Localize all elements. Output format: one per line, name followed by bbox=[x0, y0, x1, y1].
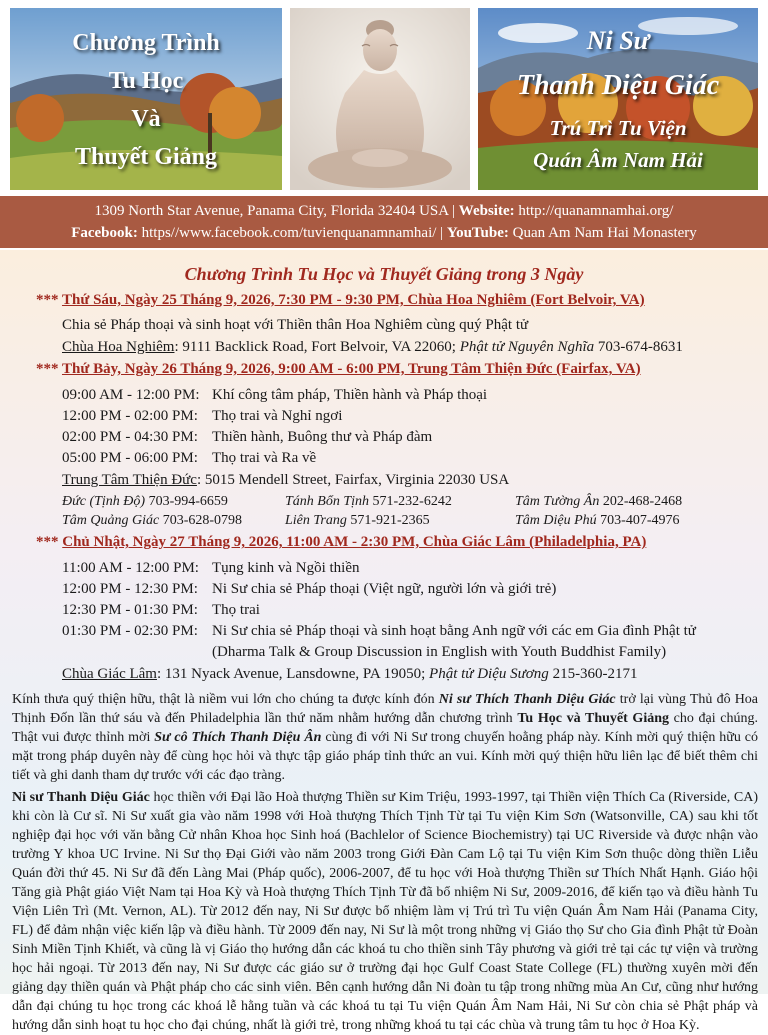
schedule-activity: Thọ trai và Ra về bbox=[212, 450, 317, 466]
teacher-title-line-1: Ni Sư bbox=[586, 26, 650, 55]
youtube-link[interactable]: Quan Am Nam Hai Monastery bbox=[508, 225, 697, 241]
event-1-address: : 9111 Backlick Road, Fort Belvoir, VA 22060; bbox=[174, 339, 460, 355]
contact-band bbox=[0, 196, 768, 248]
contact-phone: 202-468-2468 bbox=[599, 494, 683, 509]
event-2-title: Thứ Bảy, Ngày 26 Tháng 9, 2026, 9:00 AM - 6:00 PM, Trung Tâm Thiện Đức (Fairfax, VA) bbox=[61, 361, 641, 377]
event-3-schedule-row bbox=[62, 560, 359, 577]
event-3-location bbox=[62, 666, 638, 683]
event-3-address: : 131 Nyack Avenue, Lansdowne, PA 19050; bbox=[156, 666, 430, 682]
event-2-schedule-row bbox=[62, 387, 487, 404]
welcome-text: Kính thưa quý thiện hữu, thật là niềm vui lớn cho chúng ta được kính đón bbox=[12, 692, 439, 707]
program-title-line-1: Chương Trình bbox=[72, 30, 220, 56]
event-3-place-label: Chùa Giác Lâm bbox=[62, 666, 157, 682]
youtube-label: YouTube: bbox=[446, 225, 509, 241]
event-1-title: Thứ Sáu, Ngày 25 Tháng 9, 2026, 7:30 PM - 9:30 PM, Chùa Hoa Nghiêm (Fort Belvoir, VA) bbox=[61, 292, 645, 308]
event-3-schedule-row bbox=[62, 581, 556, 598]
biography-paragraph bbox=[12, 788, 758, 1035]
address-text: 1309 North Star Avenue, Panama City, Florida 32404 USA | bbox=[94, 203, 459, 219]
teacher-name-emphasis: Ni sư Thích Thanh Diệu Giác bbox=[438, 692, 616, 707]
event-3-heading bbox=[36, 534, 646, 551]
event-3-contact-phone: 215-360-2171 bbox=[548, 666, 638, 682]
schedule-time: 12:00 PM - 02:00 PM: bbox=[62, 408, 198, 424]
contact-name: Liên Trang bbox=[285, 513, 347, 528]
event-2-location bbox=[62, 472, 509, 489]
event-3-title: Chủ Nhật, Ngày 27 Tháng 9, 2026, 11:00 AM - 2:30 PM, Chùa Giác Lâm (Philadelphia, PA) bbox=[62, 534, 647, 550]
event-2-schedule-row bbox=[62, 450, 316, 467]
event-1-stars: *** bbox=[36, 292, 62, 308]
schedule-activity: Thọ trai bbox=[212, 602, 260, 618]
contact-phone: 703-628-0798 bbox=[159, 513, 243, 528]
welcome-paragraph bbox=[12, 690, 758, 785]
website-link[interactable]: http://quanamnamhai.org/ bbox=[514, 203, 674, 219]
event-2-contact bbox=[62, 513, 242, 529]
event-2-stars: *** bbox=[36, 361, 62, 377]
event-1-contact-phone: 703-674-8631 bbox=[594, 339, 683, 355]
event-2-contact bbox=[285, 513, 430, 529]
event-3-schedule-row bbox=[62, 623, 696, 640]
contact-name: Đức (Tịnh Độ) bbox=[62, 494, 146, 509]
schedule-time: 09:00 AM - 12:00 PM: bbox=[62, 387, 200, 403]
event-2-contact bbox=[285, 494, 452, 510]
contact-name: Tâm Quảng Giác bbox=[62, 513, 160, 528]
event-1-description: Chia sẻ Pháp thoại và sinh hoạt với Thiền thân Hoa Nghiêm cùng quý Phật tử bbox=[62, 317, 529, 333]
event-2-contact bbox=[515, 494, 682, 510]
event-2-address: : 5015 Mendell Street, Fairfax, Virginia 22030 USA bbox=[196, 472, 510, 488]
facebook-label: Facebook: bbox=[71, 225, 138, 241]
biography-subject: Ni sư Thanh Diệu Giác bbox=[12, 790, 150, 805]
teacher-role-line-2: Quán Âm Nam Hải bbox=[533, 148, 703, 172]
landscape-panel-left bbox=[10, 8, 282, 190]
schedule-time: 02:00 PM - 04:30 PM: bbox=[62, 429, 198, 445]
contact-phone: 571-921-2365 bbox=[346, 513, 430, 528]
contact-phone: 703-407-4976 bbox=[596, 513, 680, 528]
welcome-text: cùng đi với Ni Sư trong chuyến hoằng pháp này. Kính mời quý thiện hữu có mặt trong pháp duyên này để cùng học hỏi và thực tập giáo pháp tỉnh thức an vui. Kính mời quý thiện hữu liên lạc để biết thêm chi tiết và ghi danh tham dự trước với các đạo tràng. bbox=[12, 730, 758, 783]
contact-line-1 bbox=[0, 200, 768, 222]
main-content bbox=[0, 250, 768, 1033]
event-3-schedule-row bbox=[62, 602, 260, 619]
event-3-schedule-note: (Dharma Talk & Group Discussion in English with Youth Buddhist Family) bbox=[212, 644, 667, 660]
event-1-place-label: Chùa Hoa Nghiêm bbox=[62, 339, 175, 355]
schedule-time: 12:00 PM - 12:30 PM: bbox=[62, 581, 198, 597]
schedule-time: 01:30 PM - 02:30 PM: bbox=[62, 623, 198, 639]
event-2-heading bbox=[36, 361, 641, 378]
event-1-contact-name: Phật tử Nguyên Nghĩa bbox=[459, 339, 595, 355]
schedule-activity: Thọ trai và Nghỉ ngơi bbox=[212, 408, 343, 424]
contact-name: Tánh Bổn Tịnh bbox=[285, 494, 370, 509]
schedule-activity: Tụng kinh và Ngồi thiền bbox=[212, 560, 360, 576]
schedule-activity: Ni Sư chia sẻ Pháp thoại và sinh hoạt bằng Anh ngữ với các em Gia đình Phật tử bbox=[212, 623, 696, 639]
contact-phone: 571-232-6242 bbox=[369, 494, 452, 509]
buddha-panel bbox=[290, 8, 470, 190]
contact-line-2 bbox=[0, 222, 768, 244]
program-title-line-4: Thuyết Giảng bbox=[74, 144, 218, 170]
schedule-activity: Thiền hành, Buông thư và Pháp đàm bbox=[212, 429, 433, 445]
program-title-line-2: Tu Học bbox=[108, 68, 184, 94]
program-title-line-3: Và bbox=[131, 106, 161, 132]
welcome-text: cho đại chúng. Thật vui được thỉnh mời bbox=[12, 711, 758, 745]
buddha-statue-image bbox=[290, 8, 470, 190]
schedule-time: 12:30 PM - 01:30 PM: bbox=[62, 602, 198, 618]
welcome-text: trở lại vùng Thủ đô Hoa Thịnh Đốn lần thứ sáu và đến Philadelphia lần thứ năm nhằm hướng dẫn chương trình bbox=[12, 692, 759, 726]
schedule-activity: Khí công tâm pháp, Thiền hành và Pháp thoại bbox=[212, 387, 488, 403]
event-1-heading bbox=[36, 292, 645, 309]
event-2-schedule-row bbox=[62, 408, 342, 425]
header-banner bbox=[0, 0, 768, 195]
teacher-role-line-1: Trú Trì Tu Viện bbox=[549, 116, 687, 140]
program-name-emphasis: Tu Học và Thuyết Giảng bbox=[517, 711, 669, 726]
event-2-contact bbox=[62, 494, 228, 510]
contact-name: Tâm Tường Ân bbox=[515, 494, 600, 509]
event-1-location bbox=[62, 339, 683, 356]
event-2-contact bbox=[515, 513, 680, 529]
program-heading: Chương Trình Tu Học và Thuyết Giảng trong 3 Ngày bbox=[184, 264, 584, 284]
teacher-name: Thanh Diệu Giác bbox=[516, 70, 720, 101]
schedule-time: 05:00 PM - 06:00 PM: bbox=[62, 450, 198, 466]
facebook-link[interactable]: https//www.facebook.com/tuvienquanamnamhai/ | bbox=[137, 225, 447, 241]
event-2-schedule-row bbox=[62, 429, 432, 446]
event-3-stars: *** bbox=[36, 534, 63, 550]
contact-name: Tâm Diệu Phú bbox=[515, 513, 597, 528]
schedule-time: 11:00 AM - 12:00 PM: bbox=[62, 560, 199, 576]
landscape-panel-right bbox=[478, 8, 758, 190]
event-3-contact-name: Phật tử Diệu Sương bbox=[429, 666, 549, 682]
contact-phone: 703-994-6659 bbox=[145, 494, 228, 509]
schedule-activity: Ni Sư chia sẻ Pháp thoại (Việt ngữ, người lớn và giới trẻ) bbox=[212, 581, 557, 597]
website-label: Website: bbox=[458, 203, 515, 219]
companion-name-emphasis: Sư cô Thích Thanh Diệu Ân bbox=[154, 730, 322, 745]
biography-text: học thiền với Đại lão Hoà thượng Thiền sư Kim Triệu, 1993-1997, tại Thiền viện Thích Ca (Riverside, CA) khi còn là Cư sĩ. Ni Sư xuất gia vào năm 1998 với Hoà thượng Thích Tịnh Từ tại Tu viện Kim Sơn (Watsonville, CA) sau khi tốt nghiệp đại học với văn bằng Cử nhân Khoa học Sinh hoá (Bachlelor of Science Biochemistry) tại UC Riverside và được nhận vào trường Y khoa UC Irvine. Ni Sư thọ Đại Giới vào năm 2003 trong Giới Đàn Cam Lộ tại Tu viện Kim Sơn thuộc dòng thiền Liễu Quán đời thứ 45. Ni Sư đã đến Làng Mai (Pháp quốc), 2006-2007, để tu học với Hoà thượng Thiền sư Thích Nhất Hạnh. Giáo hội Tăng già Phật giáo Việt Nam tại Hoa Kỳ và Hoà thượng Thích Tịnh Từ đã bổ nhiệm Ni Sư, 2009-2016, để kiến tạo và điều hành Tu Viện Liên Trì (Mt. Vernon, AL). Từ 2012 đến nay, Ni Sư được bổ nhiệm làm vị Trú trì Tu viện Quán Âm Nam Hải (Panama City, FL) để đảm nhận việc kiến lập và điều hành. Từ 2009 đến nay, Ni Sư là một trong những vị Giáo thọ Sư cho Gia đình Phật tử Đoàn Sinh Miền Tịnh Khiết, và cũng là vị Giáo thọ hướng dẫn các khoá tu cho thiền sinh Tây phương và giới trẻ tại các tự viện và trường học hải ngoại. Từ 2013 đến nay, Ni Sư được các giáo sư ở trường đại học Gulf Coast State College (FL) thường xuyên mời đến giảng dạy thiền quán và Phật pháp cho các sinh viên. Bên cạnh hướng dẫn Ni đoàn tu tập trong những mùa An Cư, cũng như hướng dẫn đại chúng tu học trong các khoá lễ hằng tuần và các khoá tu tại Tu viện Quán Âm Nam Hải, Ni Sư còn chia sẻ Phật pháp và hướng dẫn sinh hoạt tu học cho đại chúng, nhất là giới trẻ, trong những khoá tu tại các chùa và trung tâm tu học ở Hoa Kỳ. bbox=[12, 790, 758, 1033]
event-2-place-label: Trung Tâm Thiện Đức bbox=[62, 472, 197, 488]
